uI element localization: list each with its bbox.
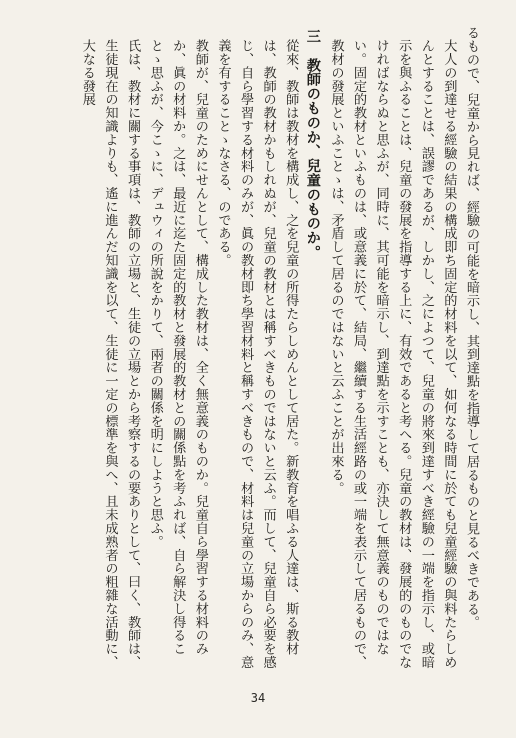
vertical-text-body (32, 26, 482, 681)
paragraph: 從來、教師は教材を構成し、之を兒童の所得たらしめんとして居た。新教育を唱ふる人達は、斯る教材は、教師の教材かもしれぬが、兒童の教材とは稱すべきものではないと云ふ。而して、兒童自ら必要を感じ、自ら學習する材料のみが、眞の教材即ち學習材料と稱すべきもので、材料は兒童の立場からのみ、意義を有することゝなさる、のである。 (215, 39, 299, 669)
paragraph: 教師が、兒童のためにせんとして、構成した教材は、全く無意義のものか。兒童自ら學習する材料のみか、眞の材料か。之は、最近に迄た固定的教材と發展的教材との關係點を考ふれば、自ら解決し得ることゝ思ふが、今こゝに、デュウィの所說をかりて、兩者の關係を明にしようと思ふ。 (147, 39, 208, 656)
paragraph-continuation: るもので、兒童から見れば、經驗の可能を暗示し、其到達點を指導して居るものと見るべきである。 (464, 26, 479, 629)
paragraph: 大人の到達せる經驗の結果の構成即ち固定的材料を以て、如何なる時間に於ても兒童經驗の與料たらしめんとすることは、誤謬であるが、しかし、之によつて、兒童の將來到達すべき經驗の一端を指示し、或暗示を與ふることは、兒童の發展を指導する上に、有效であると考へる。兒童の教材は、發展的のものでなければならぬと思ふが、同時に、其可能を暗示し、到達點を示すことも、亦決して無意義のものではない。固定的教材といふものは、或意義に於て、結局、繼續する生活經路の或一端を表示して居るもので、教材の發展といふことゝは、矛盾して居るのではないと云ふことが出來る。 (328, 39, 457, 669)
section-heading: 三 教師のものか、兒童のものか。 (304, 28, 321, 260)
page-number: 34 (250, 691, 266, 705)
paragraph: 氏は、教材に關する事項は、教師の立場と、生徒の立場とから考察するの要ありとして、曰く、教師は、生徒現在の知識よりも、遙に進んだ知識を以て、生徒に一定の標準を與へ、且未成熟者の粗雜な活動に、大なる發展 (79, 39, 141, 669)
